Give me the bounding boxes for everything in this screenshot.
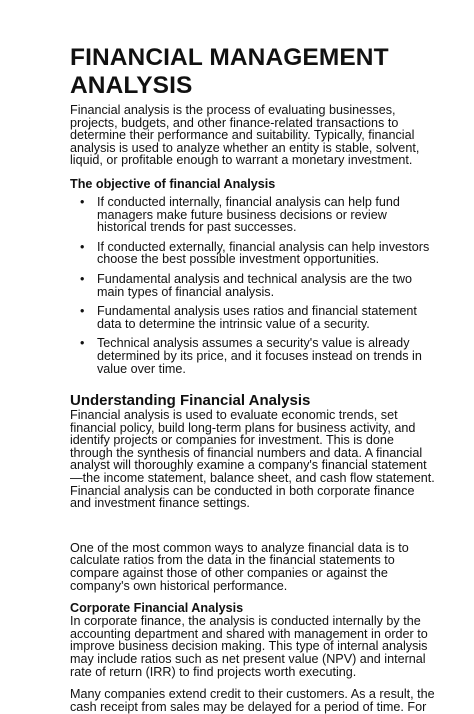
understanding-paragraph: Financial analysis is used to evaluate economic trends, set financial policy, build long-term plans for business activity, and identify projects or companies for investment. This is done through the synthesis of financial numbers and data. A financial analyst will thoroughly examine a company's financial statement—the income statement, balance sheet, and cash flow statement. Financial analysis can be conducted in both corporate finance and investment finance settings.	[70, 408, 435, 511]
list-item: • If conducted externally, financial analysis can help investors choose the best possible investment opportunities.	[97, 241, 438, 266]
corporate-paragraph: In corporate finance, the analysis is conducted internally by the accounting department and shared with management in order to improve business decision making. This type of internal analysis may include ratios such as net present value (NPV) and internal rate of return (IRR) to find projects worth executing.	[70, 614, 428, 679]
corporate-heading: Corporate Financial Analysis	[70, 601, 244, 616]
ratios-paragraph: One of the most common ways to analyze financial data is to calculate ratios from the data in the financial statements to compare against those of other companies or against the company's own historical performance.	[70, 540, 409, 593]
list-item: • Technical analysis assumes a security's value is already determined by its price, and it focuses instead on trends in value over time.	[97, 337, 438, 375]
objective-heading: The objective of financial Analysis	[70, 176, 276, 191]
list-item: • Fundamental analysis and technical analysis are the two main types of financial analysis.	[97, 273, 438, 298]
credit-paragraph: Many companies extend credit to their customers. As a result, the cash receipt from sales may be delayed for a period of time. For	[70, 687, 435, 714]
spacer	[70, 510, 438, 542]
list-item: • If conducted internally, financial analysis can help fund managers make future business decisions or review historical trends for past successes.	[97, 196, 438, 234]
objective-list	[70, 196, 438, 375]
intro-paragraph: Financial analysis is the process of evaluating businesses, projects, budgets, and other finance-related transactions to determine their performance and suitability. Typically, financial analysis is used to analyze whether an entity is stable, solvent, liquid, or profitable enough to warrant a monetary investment.	[70, 103, 420, 168]
list-item: • Fundamental analysis uses ratios and financial statement data to determine the intrinsic value of a security.	[97, 305, 438, 330]
understanding-heading: Understanding Financial Analysis	[70, 392, 311, 410]
document-title: FINANCIAL MANAGEMENT ANALYSIS	[70, 44, 389, 99]
